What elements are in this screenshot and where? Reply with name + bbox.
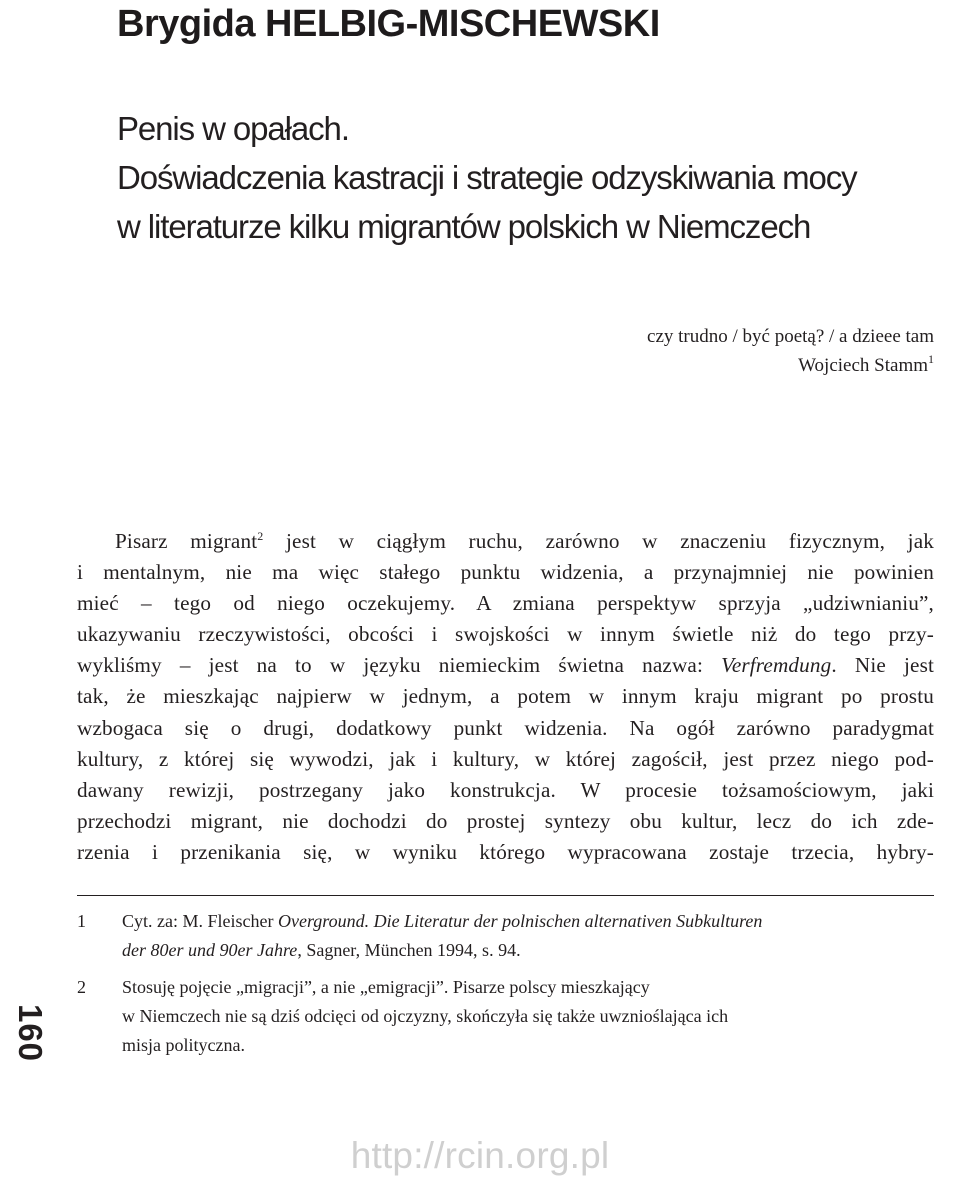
page-number-text: 160 — [12, 1003, 49, 1063]
body-line: przechodzi migrant, nie dochodzi do prostej syntezy obu kultur, lecz do ich zde- — [77, 808, 934, 833]
footnote-text — [122, 907, 934, 965]
body-line — [77, 526, 934, 557]
author-name: Brygida HELBIG-MISCHEWSKI — [117, 3, 660, 45]
epigraph — [647, 322, 934, 382]
footnote-number: 1 — [77, 911, 86, 931]
footnote-number: 2 — [77, 977, 86, 997]
body-line: kultury, z której się wywodzi, jak i kultury, w której zagościł, jest przez niego pod- — [77, 746, 934, 771]
body-line: tak, że mieszkając najpierw w jednym, a potem w innym kraju migrant po prostu — [77, 684, 934, 709]
body-line — [77, 650, 934, 681]
body-paragraph — [77, 526, 934, 868]
footnote-text-fragment: Cyt. za: M. Fleischer — [122, 911, 278, 931]
body-line: i mentalnym, nie ma więc stałego punktu widzenia, a przynajmniej nie powinien — [77, 560, 934, 585]
footnote-ref-2[interactable]: 2 — [257, 529, 264, 543]
body-line: rzenia i przenikania się, w wyniku którego wypracowana zostaje trzecia, hybry- — [77, 839, 934, 864]
epigraph-quote: czy trudno / być poetą? / a dzieee tam — [647, 326, 934, 347]
footnote-line: Stosuję pojęcie „migracji”, a nie „emigracji”. Pisarze polscy mieszkający — [122, 977, 650, 997]
footnote-line — [122, 936, 934, 965]
footnote-ref-1[interactable]: 1 — [928, 352, 934, 366]
article-title — [117, 104, 857, 251]
body-text-fragment: jest w ciągłym ruchu, zarówno w znaczeniu fizycznym, jak — [263, 529, 935, 553]
source-url[interactable]: http://rcin.org.pl — [350, 1135, 610, 1176]
title-line-1: Penis w opałach. — [117, 110, 349, 147]
epigraph-author: Wojciech Stamm — [798, 355, 928, 376]
body-text-fragment: Pisarz migrant — [115, 529, 258, 553]
title-line-3: w literaturze kilku migrantów polskich w Niemczech — [117, 208, 811, 245]
body-line: ukazywaniu rzeczywistości, obcości i swojskości w innym świetle niż do tego przy- — [77, 622, 934, 647]
footnote-italic-title: der 80er und 90er Jahre — [122, 940, 298, 960]
body-text-fragment: . Nie jest — [831, 653, 935, 678]
body-line: wzbogaca się o drugi, dodatkowy punkt widzenia. Na ogół zarówno paradygmat — [77, 715, 934, 740]
page-number — [6, 1003, 49, 1063]
body-line: mieć – tego od niego oczekujemy. A zmiana perspektyw sprzyja „udziwnianiu”, — [77, 591, 934, 616]
footnote-separator — [77, 895, 934, 896]
body-line: dawany rewizji, postrzegany jako konstrukcja. W procesie tożsamościowym, jaki — [77, 777, 934, 802]
footnote-text-fragment: , Sagner, München 1994, s. 94. — [297, 940, 521, 960]
footnote-line — [122, 907, 934, 936]
footnote-line: misja polityczna. — [122, 1035, 245, 1055]
italic-term: Verfremdung — [721, 653, 832, 678]
title-line-2: Doświadczenia kastracji i strategie odzyskiwania mocy — [117, 159, 857, 196]
footnote-italic-title: Overground. Die Literatur der polnischen alternativen Subkulturen — [277, 911, 763, 931]
body-text-fragment: wykliśmy – jest na to w języku niemieckim świetna nazwa: — [77, 653, 722, 678]
footnote-line: w Niemczech nie są dziś odcięci od ojczyzny, skończyła się także uwznioślająca ich — [122, 1006, 729, 1026]
footnote-text — [122, 973, 934, 1060]
epigraph-attribution — [647, 351, 934, 382]
